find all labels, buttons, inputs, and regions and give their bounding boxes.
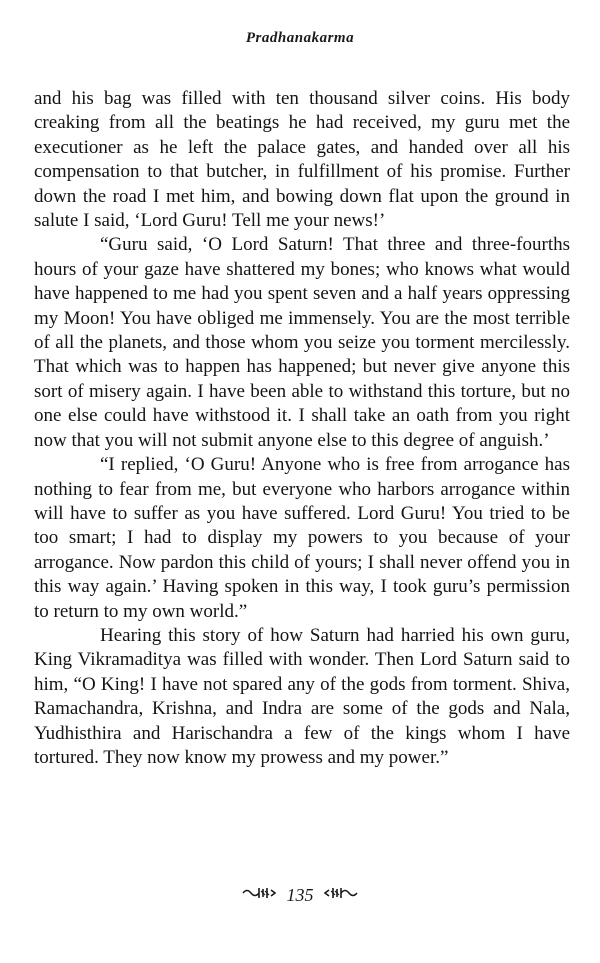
paragraph-hearing-story: Hearing this story of how Saturn had harried his own guru, King Vikramaditya was filled with wonder. Then Lord Saturn said to him, “O King! I have not spared any of the gods from torment. Shiva, Ramachandra, Krishna, and Indra are some of the gods and Nala, Yudhisthira and Harischandra a few of the kings whom I have tortured. They now know my prowess and my power.”: [34, 624, 570, 768]
ornament-right-icon: [324, 886, 358, 905]
paragraph-guru-said: “Guru said, ‘O Lord Saturn! That three and three-fourths hours of your gaze have shattered my bones; who knows what would have happened to me had you spent seven and a half years oppressing my Moon! You have obliged me immensely. You are the most terrible of all the planets, and those whom you seize you torment mercilessly. That which was to happen has happened; but never give anyone this sort of misery again. I have been able to withstand this torture, but no one else could have withstood it. I shall take an oath from you right now that you will not submit anyone else to this degree of anguish.’: [34, 234, 570, 451]
ornament-left-icon: [242, 886, 276, 905]
paragraph-continuation: and his bag was filled with ten thousand silver coins. His body creaking from all the beatings he had received, my guru met the executioner as he left the palace gates, and handed over all his compensation to that butcher, in fulfillment of his promise. Further down the road I met him, and bowing down flat upon the ground in salute I said, ‘Lord Guru! Tell me your news!’: [34, 88, 570, 232]
page-number: 135: [286, 885, 314, 906]
paragraph-i-replied: “I replied, ‘O Guru! Anyone who is free from arrogance has nothing to fear from me, but everyone who harbors arrogance within will have to suffer as you have suffered. Lord Guru! You tried to be too smart; I had to display my powers to you because of your arrogance. Now pardon this child of yours; I shall never offend you in this way again.’ Having spoken in this way, I took guru’s permission to return to my own world.”: [34, 454, 570, 622]
page-folio: [0, 884, 600, 906]
body-text: [34, 87, 570, 770]
running-head: Pradhanakarma: [245, 30, 355, 46]
